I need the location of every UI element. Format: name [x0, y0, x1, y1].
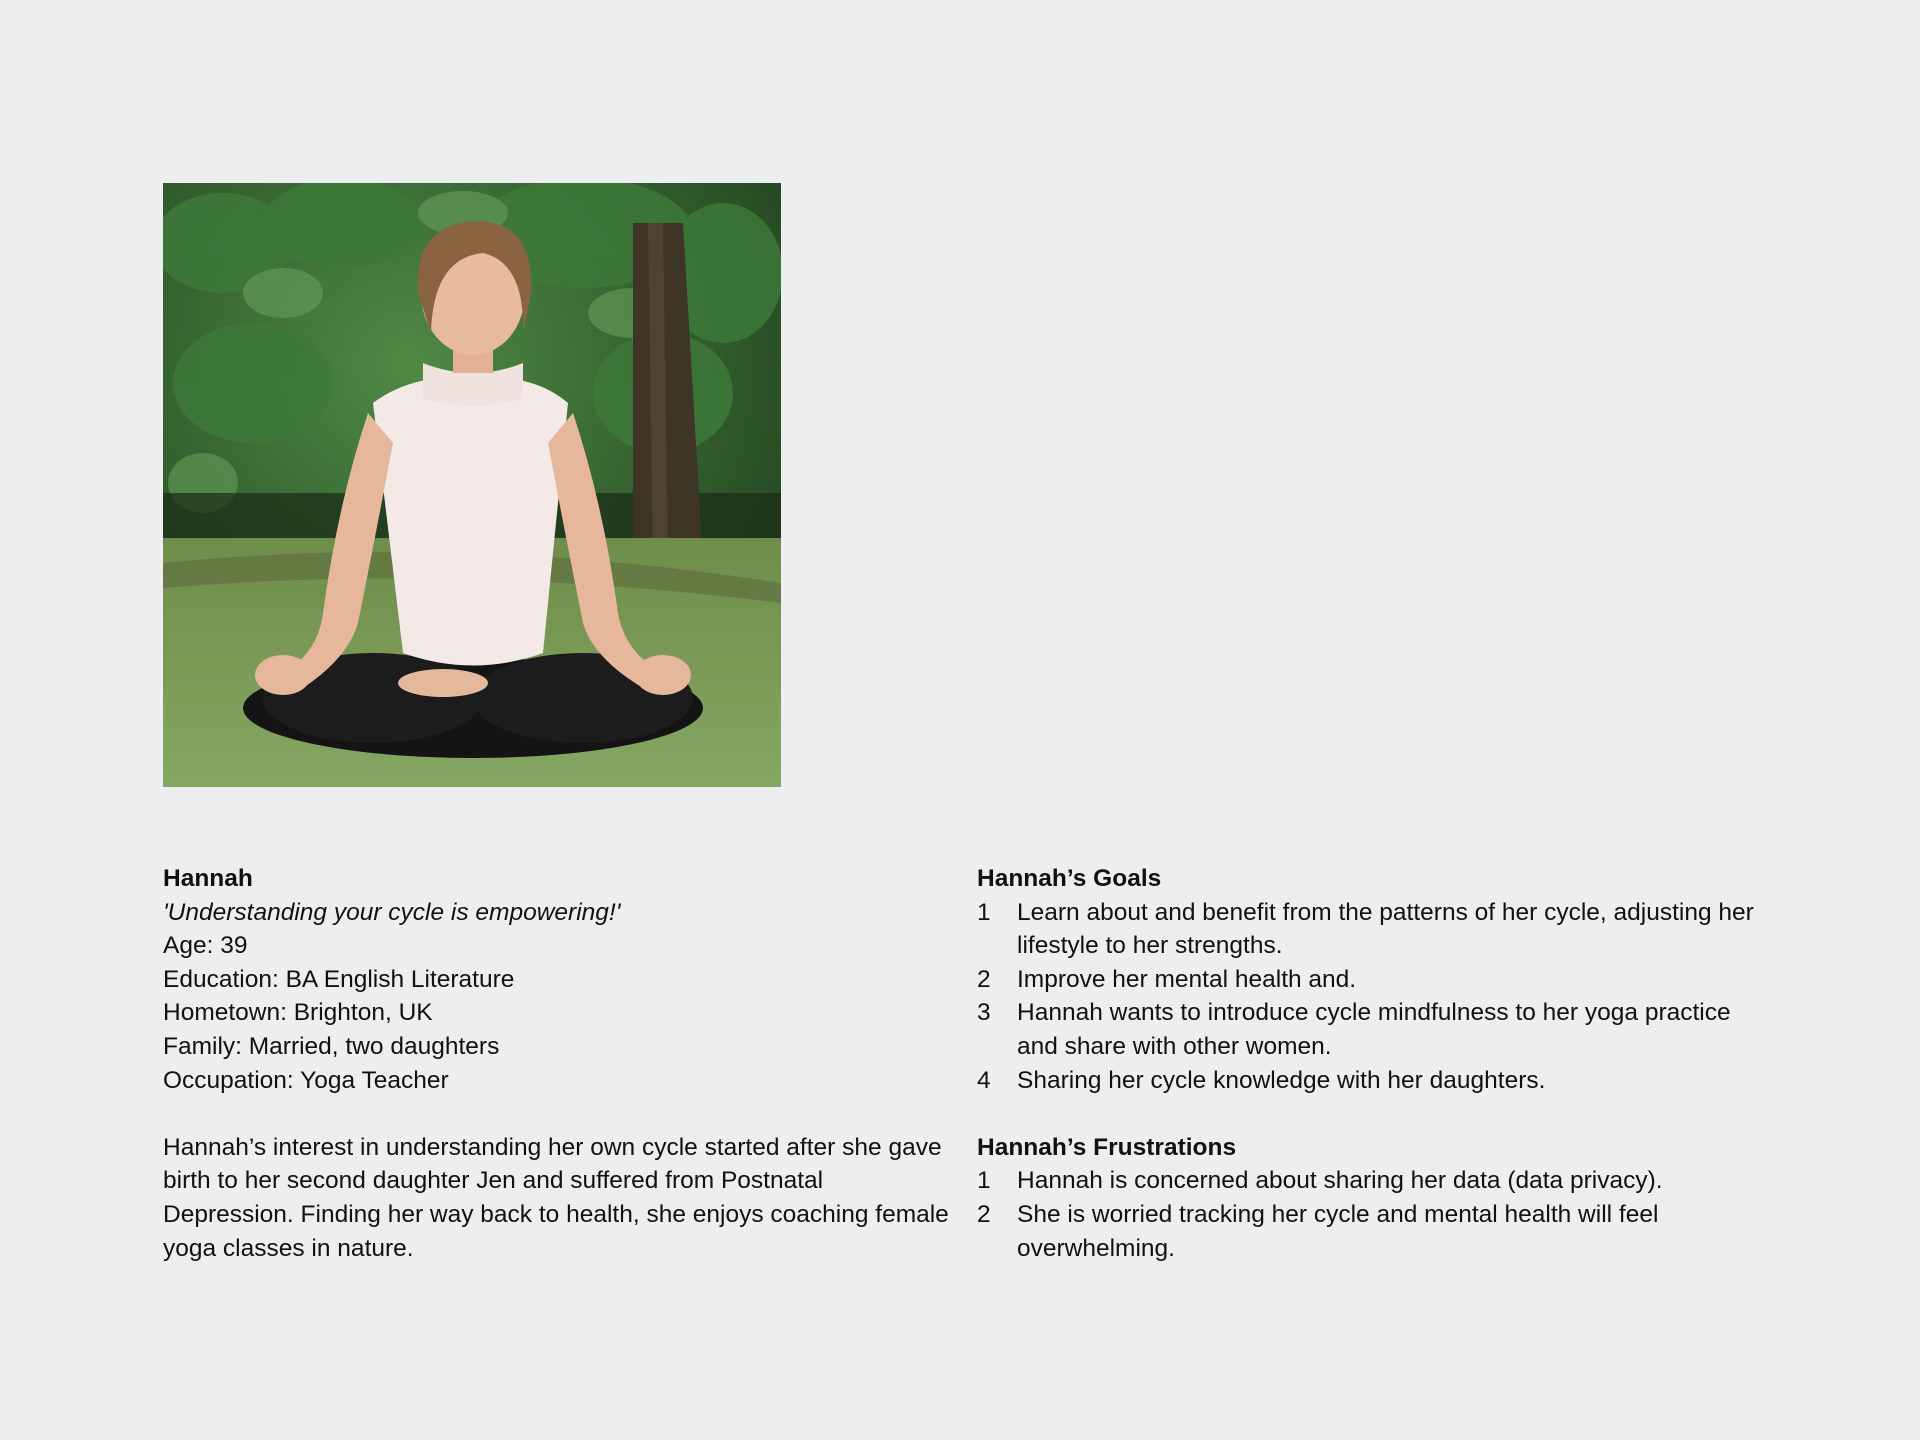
persona-name: Hannah — [163, 865, 253, 892]
persona-profile — [163, 862, 953, 1265]
list-item — [977, 896, 1767, 963]
frustrations-title: Hannah’s Frustrations — [977, 1133, 1237, 1161]
list-item-text: Learn about and benefit from the patterns of her cycle, adjusting her lifestyle to her strengths. — [1017, 898, 1754, 960]
persona-photo — [163, 183, 781, 787]
list-item-number: 1 — [977, 1167, 991, 1195]
persona-occupation: Occupation: Yoga Teacher — [163, 1066, 449, 1094]
list-item — [977, 1064, 1767, 1098]
list-item-text: She is worried tracking her cycle and mental health will feel overwhelming. — [1017, 1200, 1659, 1262]
list-item-number: 4 — [977, 1066, 991, 1094]
persona-education: Education: BA English Literature — [163, 965, 515, 993]
list-item — [977, 963, 1767, 997]
list-item — [977, 996, 1767, 1063]
list-item-text: Sharing her cycle knowledge with her daughters. — [1017, 1066, 1546, 1094]
list-item-text: Hannah is concerned about sharing her data (data privacy). — [1017, 1167, 1663, 1195]
list-item-number: 3 — [977, 999, 991, 1027]
list-item-number: 2 — [977, 965, 991, 993]
persona-quote: 'Understanding your cycle is empowering!' — [163, 898, 621, 926]
persona-goals-frustrations — [977, 862, 1767, 1265]
frustrations-list — [977, 1164, 1767, 1265]
persona-age: Age: 39 — [163, 932, 248, 960]
goals-list — [977, 896, 1767, 1098]
persona-bio: Hannah’s interest in understanding her own cycle started after she gave birth to her second daughter Jen and suffered from Postnatal Depression. Finding her way back to health, she enjoys coaching female yoga classes in nature. — [163, 1133, 949, 1262]
list-item-number: 1 — [977, 898, 991, 926]
list-item-number: 2 — [977, 1200, 991, 1228]
list-item — [977, 1164, 1767, 1198]
list-item-text: Improve her mental health and. — [1017, 965, 1357, 993]
persona-hometown: Hometown: Brighton, UK — [163, 999, 433, 1027]
list-item-text: Hannah wants to introduce cycle mindfulness to her yoga practice and share with other women. — [1017, 999, 1731, 1060]
persona-family: Family: Married, two daughters — [163, 1032, 500, 1060]
yoga-woman-illustration — [163, 183, 781, 787]
list-item — [977, 1198, 1767, 1265]
goals-title: Hannah’s Goals — [977, 865, 1162, 892]
